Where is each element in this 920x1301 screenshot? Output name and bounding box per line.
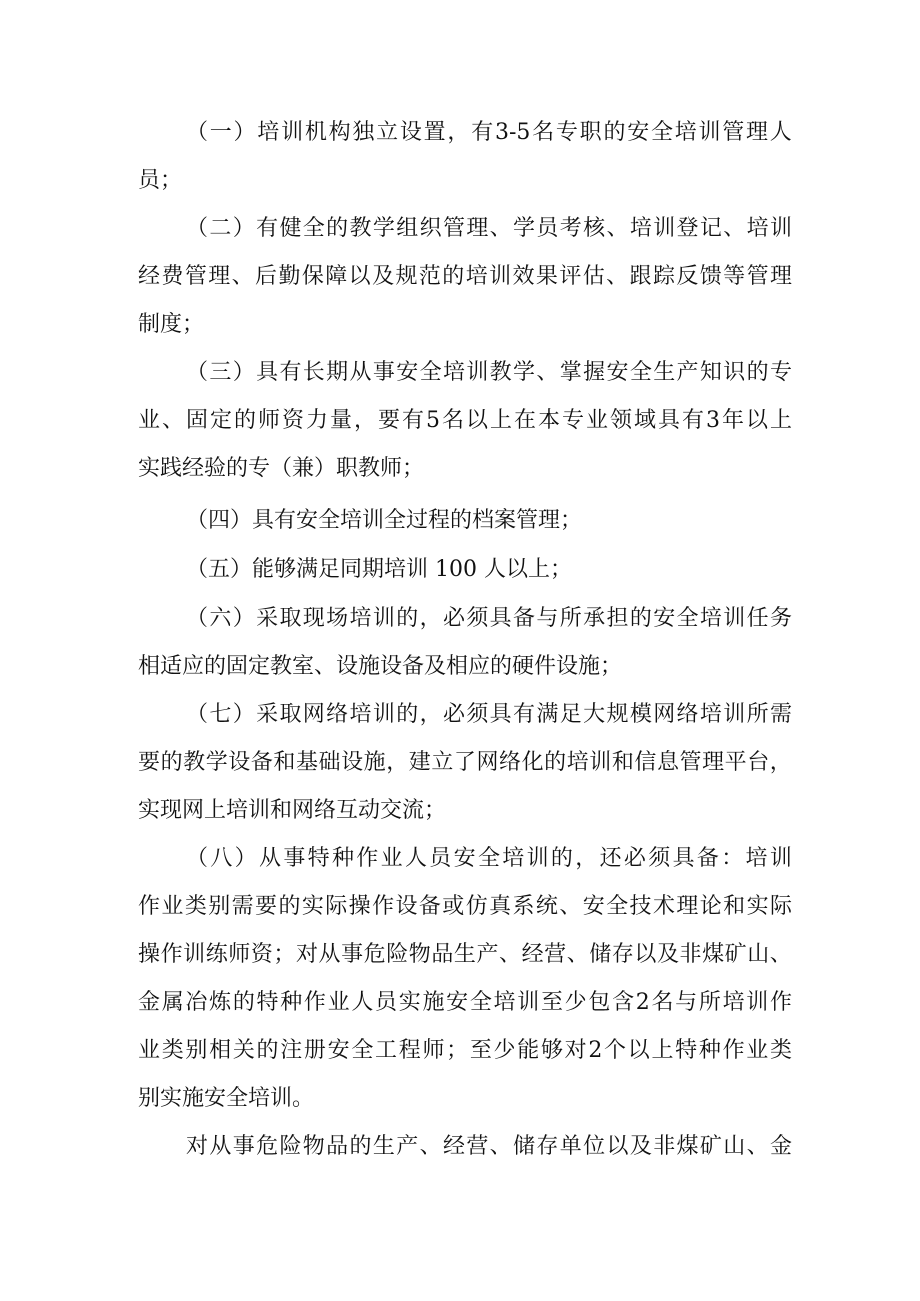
paragraph-3-line-1: （ 三 ） 具 有 长 期 从 事 安 全 培 训 教 学 、 掌 握 安 全 生 产 知 识 的 专 [186, 360, 792, 385]
paragraph-8-line-6: 别实施安全培训。 [138, 1086, 315, 1111]
paragraph-2-line-3: 制度； [138, 312, 205, 337]
paragraph-2-line-1: （ 二 ） 有 健 全 的 教 学 组 织 管 理 、 学 员 考 核 、 培 训 登 记 、 培 训 [186, 216, 792, 241]
paragraph-7-line-3: 实现网上培训和网络互动交流； [138, 798, 447, 823]
paragraph-1-line-2: 员； [138, 168, 183, 193]
paragraph-3-line-3: 实践经验的专（兼）职教师； [138, 456, 425, 481]
paragraph-7-line-2: 要 的 教 学 设 备 和 基 础 设 施 ， 建 立 了 网 络 化 的 培 训 和 信 息 管 理 平 台 ， [138, 750, 792, 775]
paragraph-8-line-1: （ 八 ） 从 事 特 种 作 业 人 员 安 全 培 训 的 ， 还 必 须 具 备 ： 培 训 [186, 846, 792, 871]
paragraph-6-line-2: 相适应的固定教室、设施设备及相应的硬件设施； [138, 654, 623, 679]
closing-paragraph-line-1: 对 从 事 危 险 物 品 的 生 产 、 经 营 、 储 存 单 位 以 及 非 煤 矿 山 、 金 [186, 1134, 792, 1159]
paragraph-3-line-2: 业 、 固 定 的 师 资 力 量 ， 要 有 5 名 以 上 在 本 专 业 领 域 具 有 3 年 以 上 [138, 408, 792, 433]
paragraph-8-line-4: 金 属 冶 炼 的 特 种 作 业 人 员 实 施 安 全 培 训 至 少 包 含 2 名 与 所 培 训 作 [138, 990, 792, 1015]
paragraph-2-line-2: 经 费 管 理 、 后 勤 保 障 以 及 规 范 的 培 训 效 果 评 估 、 跟 踪 反 馈 等 管 理 [138, 264, 792, 289]
paragraph-1-line-1: （ 一 ） 培 训 机 构 独 立 设 置 ， 有 3-5 名 专 职 的 安 全 培 训 管 理 人 [186, 120, 792, 145]
paragraph-8-line-3: 操 作 训 练 师 资 ； 对 从 事 危 险 物 品 生 产 、 经 营 、 储 存 以 及 非 煤 矿 山 、 [138, 942, 792, 967]
paragraph-4-line-1: （四）具有安全培训全过程的档案管理； [186, 508, 583, 533]
paragraph-5-line-1: （五）能够满足同期培训 100 人以上； [186, 557, 572, 582]
paragraph-8-line-5: 业 类 别 相 关 的 注 册 安 全 工 程 师 ； 至 少 能 够 对 2 个 以 上 特 种 作 业 类 [138, 1038, 792, 1063]
paragraph-6-line-1: （ 六 ） 采 取 现 场 培 训 的 ， 必 须 具 备 与 所 承 担 的 安 全 培 训 任 务 [186, 606, 792, 631]
paragraph-8-line-2: 作 业 类 别 需 要 的 实 际 操 作 设 备 或 仿 真 系 统 、 安 全 技 术 理 论 和 实 际 [138, 894, 792, 919]
paragraph-7-line-1: （ 七 ） 采 取 网 络 培 训 的 ， 必 须 具 有 满 足 大 规 模 网 络 培 训 所 需 [186, 702, 792, 727]
